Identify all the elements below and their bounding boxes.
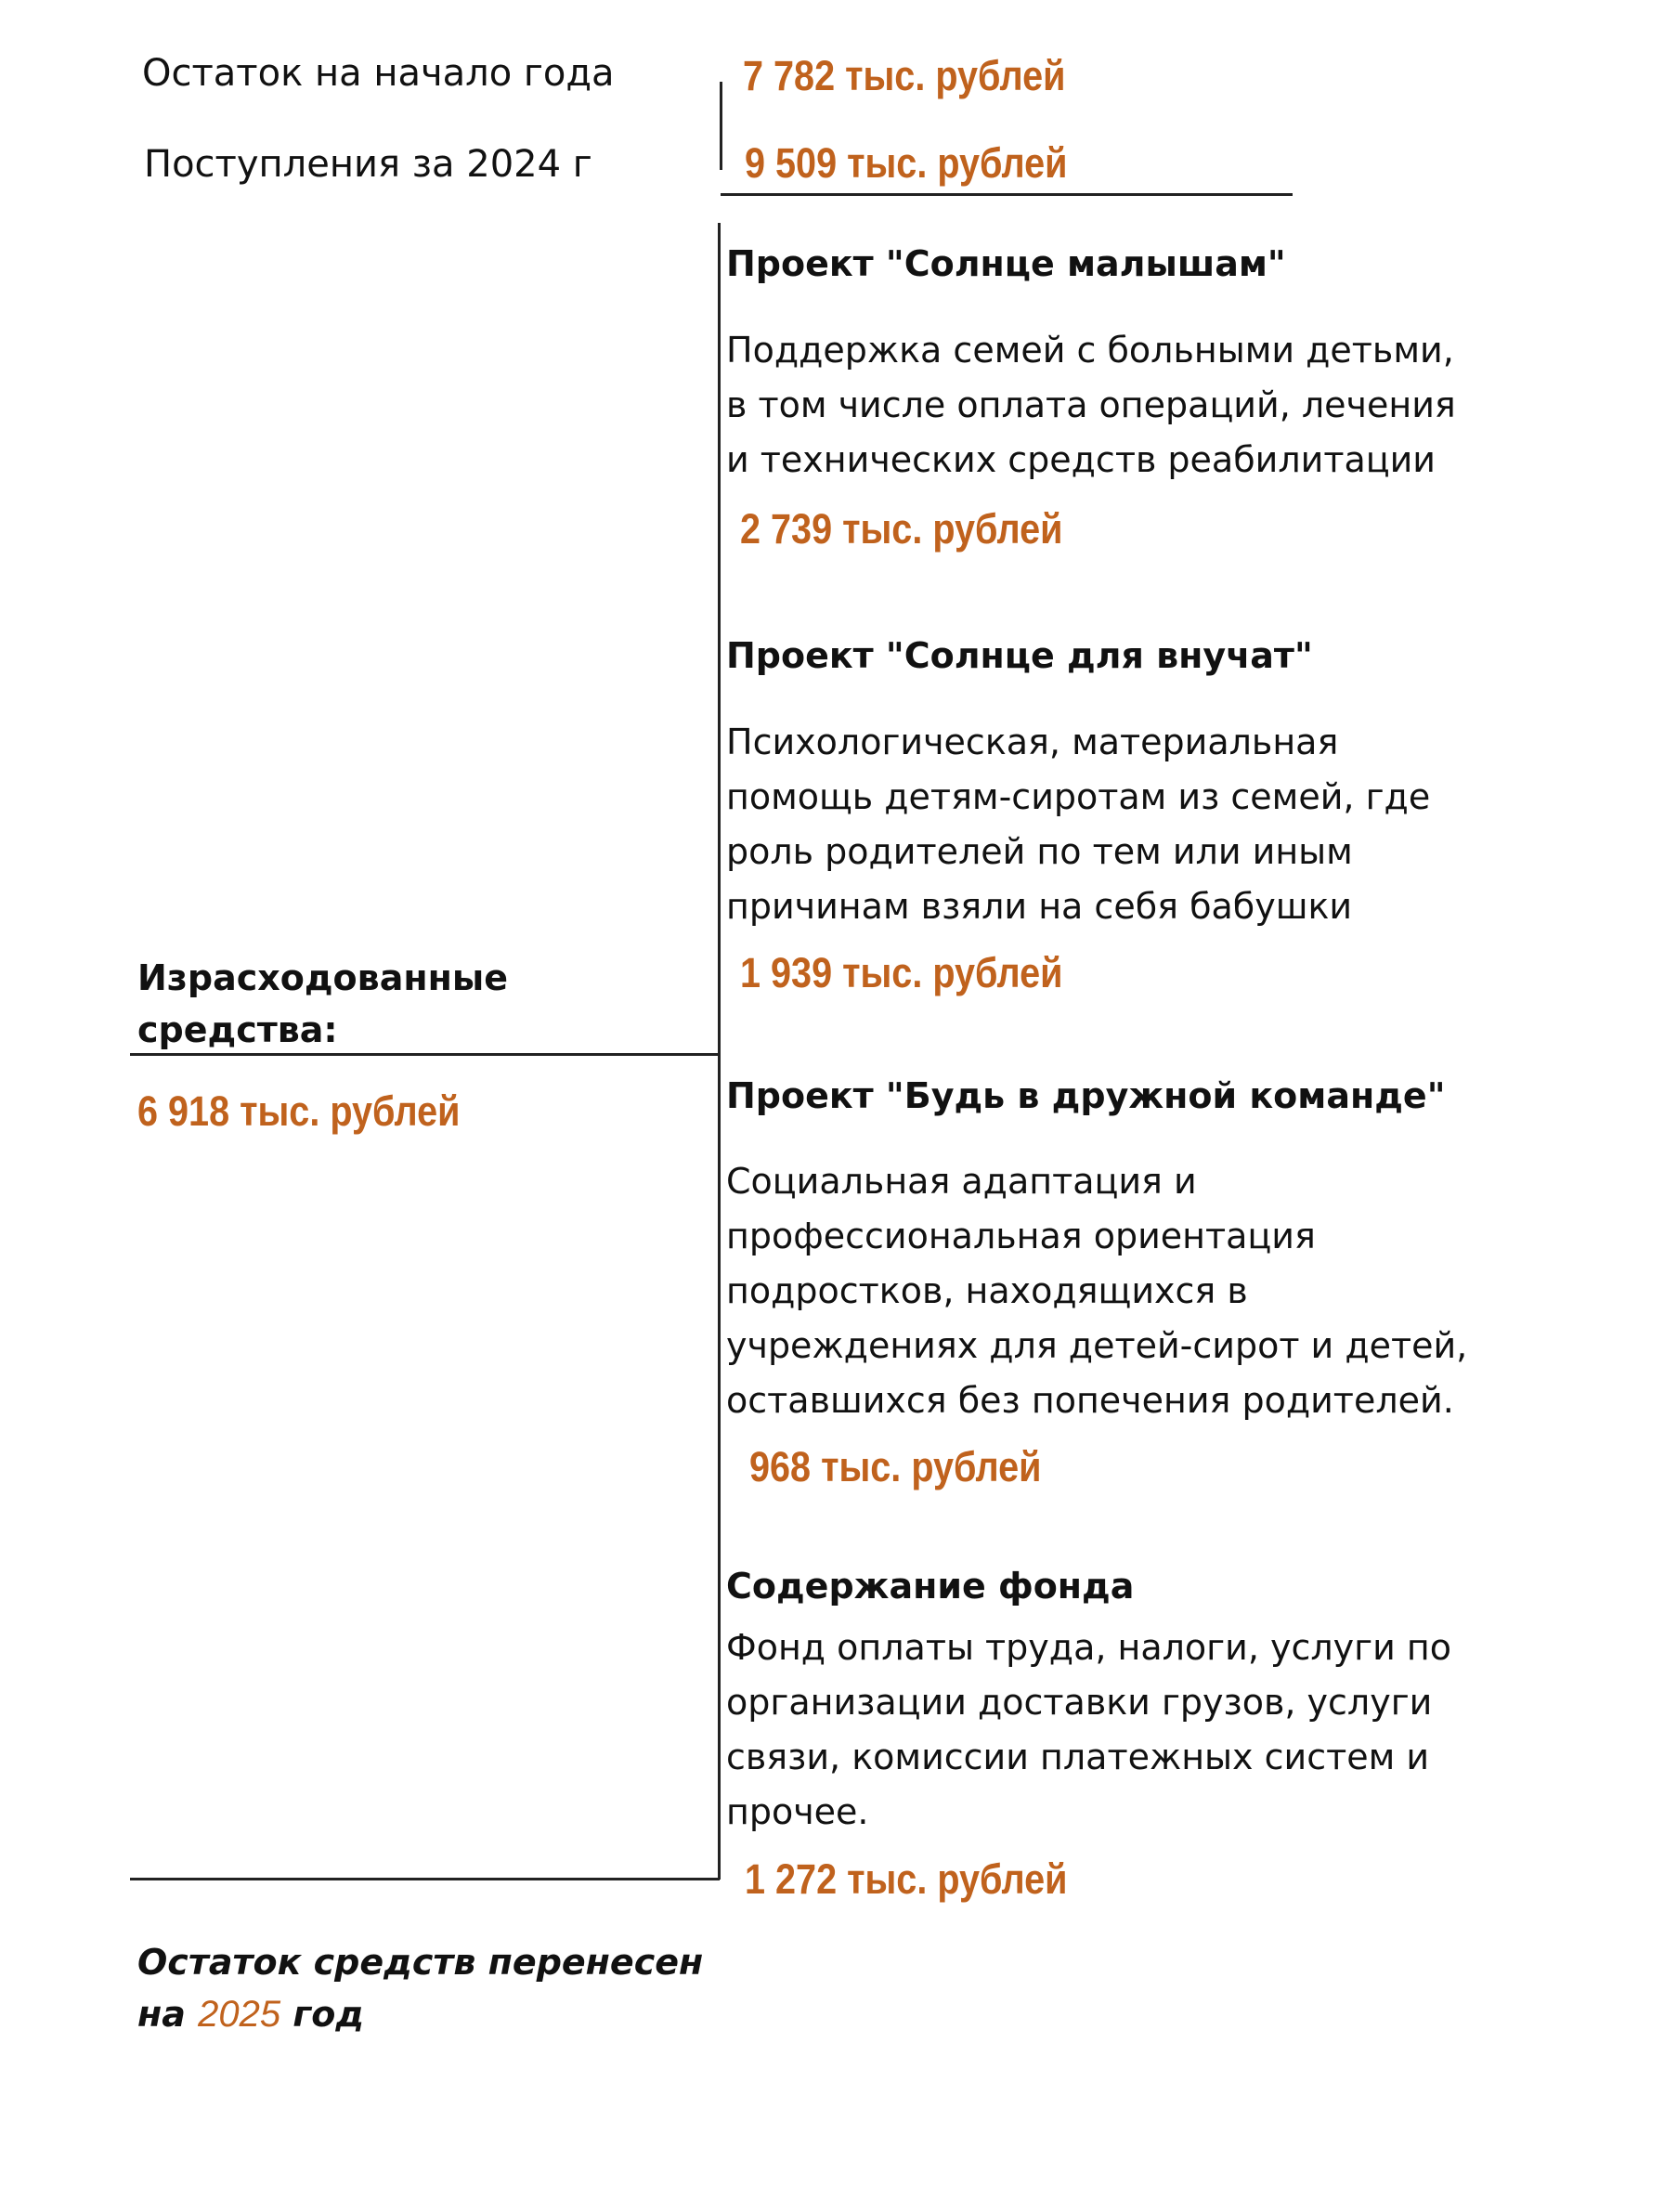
project-amount: 1 272 тыс. рублей xyxy=(745,1855,1068,1903)
project-title: Проект "Будь в дружной команде" xyxy=(726,1075,1446,1116)
project-title: Содержание фонда xyxy=(726,1566,1135,1607)
project-description-line: Фонд оплаты труда, налоги, услуги по xyxy=(726,1627,1451,1668)
opening-balance-label: Остаток на начало года xyxy=(142,52,615,95)
spent-label-line2: средства: xyxy=(137,1009,338,1050)
project-description-line: Социальная адаптация и xyxy=(726,1161,1197,1202)
project-title: Проект "Солнце для внучат" xyxy=(726,635,1313,676)
footer-suffix: год xyxy=(280,1994,365,2035)
top-vertical-line xyxy=(720,82,722,170)
top-horizontal-line xyxy=(721,193,1293,196)
project-description-line: учреждениях для детей-сирот и детей, xyxy=(726,1325,1468,1366)
project-amount: 968 тыс. рублей xyxy=(749,1443,1042,1490)
project-description-line: оставшихся без попечения родителей. xyxy=(726,1380,1454,1421)
project-amount: 2 739 тыс. рублей xyxy=(740,505,1063,553)
project-description-line: Психологическая, материальная xyxy=(726,722,1339,762)
main-vertical-line xyxy=(718,223,721,1880)
project-description-line: Поддержка семей с больными детьми, xyxy=(726,330,1454,371)
footer-year: 2025 xyxy=(198,1994,281,2035)
project-title: Проект "Солнце малышам" xyxy=(726,243,1286,284)
project-description-line: профессиональная ориентация xyxy=(726,1216,1316,1256)
spent-label-line1: Израсходованные xyxy=(137,957,508,998)
project-amount: 1 939 тыс. рублей xyxy=(740,949,1063,996)
project-description-line: подростков, находящихся в xyxy=(726,1270,1248,1311)
project-description-line: организации доставки грузов, услуги xyxy=(726,1682,1433,1723)
income-label: Поступления за 2024 г xyxy=(144,143,592,186)
project-description-line: роль родителей по тем или иным xyxy=(726,831,1353,872)
bottom-horizontal-line xyxy=(130,1878,720,1880)
footer-line2 xyxy=(137,1988,364,2040)
income-amount: 9 509 тыс. рублей xyxy=(745,139,1068,187)
project-description xyxy=(726,1620,1488,1840)
project-description-line: помощь детям-сиротам из семей, где xyxy=(726,776,1431,817)
footer-line1: Остаток средств перенесен xyxy=(137,1942,704,1983)
project-description-line: в том числе оплата операций, лечения xyxy=(726,384,1456,425)
project-description xyxy=(726,323,1488,488)
project-description xyxy=(726,1154,1488,1428)
project-description-line: и технических средств реабилитации xyxy=(726,439,1436,480)
opening-balance-amount: 7 782 тыс. рублей xyxy=(743,52,1066,99)
project-description-line: связи, комиссии платежных систем и xyxy=(726,1737,1430,1777)
spent-amount: 6 918 тыс. рублей xyxy=(137,1087,461,1135)
project-description-line: прочее. xyxy=(726,1791,869,1832)
project-description xyxy=(726,715,1488,934)
footer-prefix: на xyxy=(137,1994,199,2035)
project-description-line: причинам взяли на себя бабушки xyxy=(726,886,1353,927)
